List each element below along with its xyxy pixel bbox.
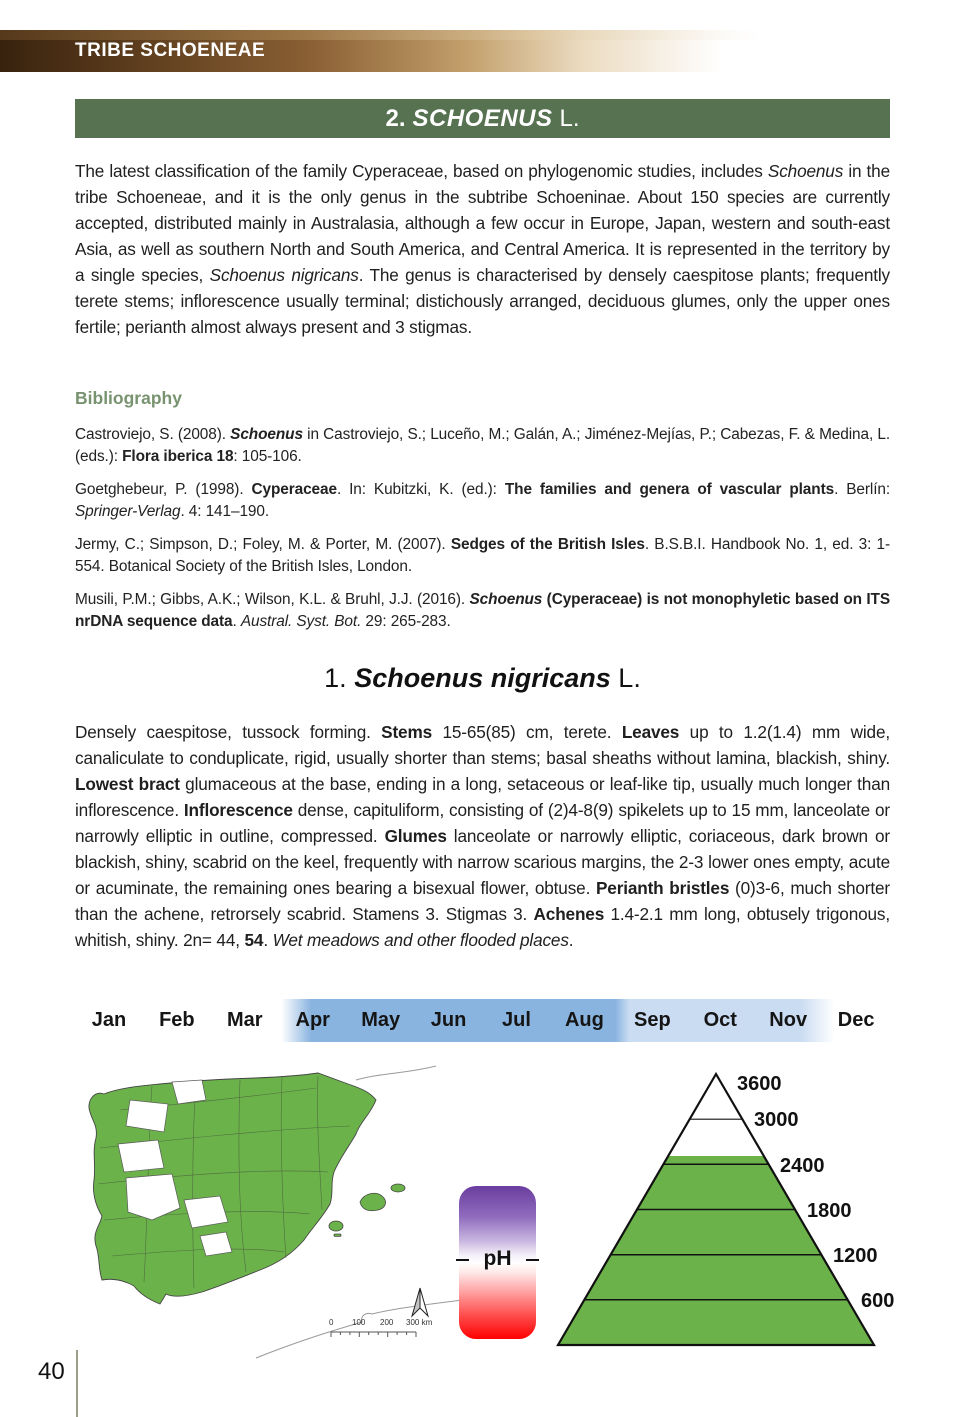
species-number: 1. — [324, 663, 347, 693]
month-feb: Feb — [159, 1009, 195, 1031]
elevation-diagram — [556, 1062, 914, 1352]
ph-label: pH — [483, 1247, 512, 1271]
france-coastline — [356, 1066, 436, 1080]
distribution-map — [60, 1060, 480, 1360]
scale-label-300: 300 km — [406, 1318, 433, 1327]
elevation-label-2400: 2400 — [780, 1155, 825, 1177]
iberia-map-figure — [60, 1060, 480, 1360]
species-name: Schoenus nigricans — [354, 663, 611, 693]
month-jun: Jun — [430, 1009, 467, 1031]
scale-label-100: 100 — [352, 1318, 366, 1327]
month-jan: Jan — [91, 1009, 127, 1031]
species-description: Densely caespitose, tussock forming. Stems 15-65(85) cm, terete. Leaves up to 1.2(1.4) mm wide, canaliculate to conduplicate, rigid, usually shorter than stems; basal sheaths without lamina, blackish, shiny. Lowest bract glumaceous at the base, ending in a long, setaceous or leaf-like tip, usually much longer than inflorescence. Inflorescence dense, capituliform, consisting of (2)4-8(9) spikelets up to 15 mm, lanceolate or narrowly elliptic in outline, compressed. Glumes lanceolate or narrowly elliptic, coriaceous, dark brown or blackish, shiny, scabrid on the keel, frequently with narrow scarious margins, the 2-3 lower ones empty, acute or acuminate, the remaining ones bearing a bisexual flower, obtuse. Perianth bristles (0)3-6, much shorter than the achene, retrorsely scabrid. Stamens 3. Stigmas 3. Achenes 1.4-2.1 mm long, obtusely trigonous, whitish, shiny. 2n= 44, 54. Wet meadows and other flooded places. — [75, 722, 891, 950]
tribe-header-label: TRIBE SCHOENEAE — [75, 40, 266, 61]
elevation-label-1800: 1800 — [807, 1200, 852, 1222]
page-number: 40 — [38, 1358, 65, 1385]
bibliography-heading: Bibliography — [75, 388, 182, 408]
month-dec: Dec — [837, 1009, 875, 1031]
elevation-label-3000: 3000 — [754, 1109, 799, 1131]
month-oct: Oct — [703, 1009, 737, 1031]
genus-author: L. — [559, 104, 580, 132]
elevation-label-3600: 3600 — [737, 1073, 782, 1095]
bibliography-entry: Jermy, C.; Simpson, D.; Foley, M. & Porter, M. (2007). Sedges of the British Isles. B.S.B.I. Handbook No. 1, ed. 3: 1-554. Botanical Society of the British Isles, London. — [75, 536, 891, 575]
bibliography-entry: Goetghebeur, P. (1998). Cyperaceae. In: Kubitzki, K. (ed.): The families and genera of vascular plants. Berlín: Springer-Verlag. 4: 141–190. — [75, 481, 891, 520]
month-jul: Jul — [502, 1009, 531, 1031]
bibliography-entry: Castroviejo, S. (2008). Schoenus in Castroviejo, S.; Luceño, M.; Galán, A.; Jiménez-Mejías, P.; Cabezas, F. & Medina, L. (eds.): Flora iberica 18: 105-106. — [75, 426, 890, 465]
footer-divider — [76, 1350, 78, 1417]
balearic-islands — [329, 1184, 405, 1236]
elevation-green-fill — [558, 1156, 874, 1345]
scale-label-0: 0 — [329, 1318, 334, 1327]
month-aug: Aug — [564, 1009, 604, 1031]
bibliography-entry: Musili, P.M.; Gibbs, A.K.; Wilson, K.L. & Bruhl, J.J. (2016). Schoenus (Cyperaceae) is not monophyletic based on ITS nrDNA sequence data. Austral. Syst. Bot. 29: 265-283. — [75, 591, 890, 630]
month-may: May — [361, 1009, 401, 1031]
north-arrow-icon — [412, 1288, 428, 1316]
scale-label-200: 200 — [380, 1318, 394, 1327]
ph-scale — [459, 1186, 536, 1339]
month-nov: Nov — [769, 1009, 808, 1031]
elevation-label-600: 600 — [861, 1290, 895, 1312]
tribe-header-bar — [0, 30, 975, 72]
genus-name: SCHOENUS — [412, 104, 553, 132]
africa-coastline — [256, 1298, 478, 1358]
genus-number: 2. — [385, 104, 406, 132]
species-title — [75, 663, 890, 694]
elevation-label-1200: 1200 — [833, 1245, 878, 1267]
genus-title-bar — [75, 99, 890, 138]
month-sep: Sep — [633, 1009, 671, 1031]
phenology-bar — [75, 999, 890, 1042]
month-apr: Apr — [295, 1009, 330, 1031]
month-mar: Mar — [227, 1009, 263, 1031]
elevation-figure — [556, 1062, 914, 1352]
species-author: L. — [618, 663, 641, 693]
intro-paragraph: The latest classification of the family Cyperaceae, based on phylogenomic studies, includes Schoenus in the tribe Schoeneae, and it is the only genus in the subtribe Schoeninae. About 150 species are currently accepted, distributed mainly in Australasia, although a few occur in Europe, Japan, western and south-east Asia, as well as southern North and South America, and Central America. It is represented in the territory by a single species, Schoenus nigricans. The genus is characterised by densely caespitose plants; frequently terete stems; inflorescence usually terminal; distichously arranged, deciduous glumes, only the upper ones fertile; perianth almost always present and 3 stigmas. — [75, 161, 890, 337]
